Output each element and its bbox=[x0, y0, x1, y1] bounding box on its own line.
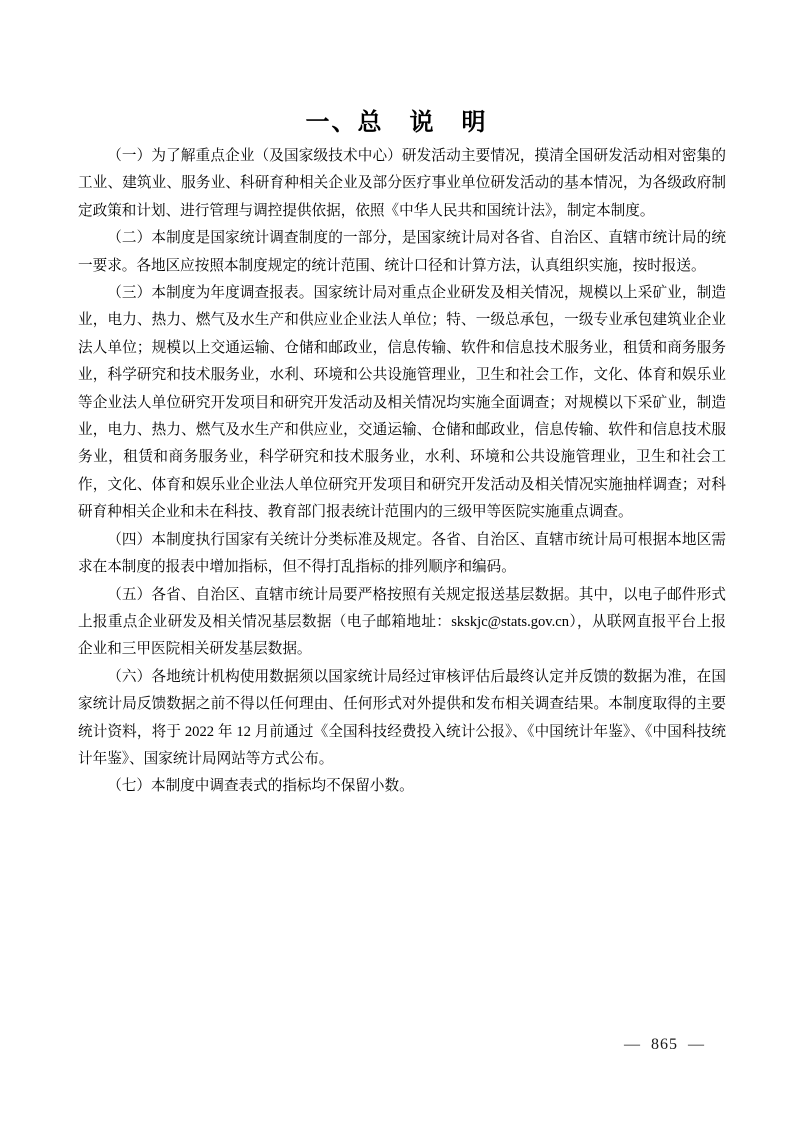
paragraph-3: （三）本制度为年度调查报表。国家统计局对重点企业研发及相关情况，规模以上采矿业，制造业，电力、热力、燃气及水生产和供应业企业法人单位；特、一级总承包，一级专业承包建筑业企业法人单位；规模以上交通运输、仓储和邮政业，信息传输、软件和信息技术服务业，租赁和商务服务业，科学研究和技术服务业，水利、环境和公共设施管理业，卫生和社会工作，文化、体育和娱乐业等企业法人单位研究开发项目和研究开发活动及相关情况均实施全面调查；对规模以下采矿业，制造业，电力、热力、燃气及水生产和供应业，交通运输、仓储和邮政业，信息传输、软件和信息技术服务业，租赁和商务服务业，科学研究和技术服务业，水利、环境和公共设施管理业，卫生和社会工作，文化、体育和娱乐业企业法人单位研究开发项目和研究开发活动及相关情况实施抽样调查；对科研育种相关企业和未在科技、教育部门报表统计范围内的三级甲等医院实施重点调查。 bbox=[78, 285, 726, 521]
page-number: — 865 — bbox=[624, 1036, 705, 1053]
paragraph-4: （四）本制度执行国家有关统计分类标准及规定。各省、自治区、直辖市统计局可根据本地区需求在本制度的报表中增加指标，但不得打乱指标的排列顺序和编码。 bbox=[78, 531, 726, 576]
paragraph-7: （七）本制度中调查表式的指标均不保留小数。 bbox=[107, 778, 414, 795]
page-title: 一、总 说 明 bbox=[305, 110, 488, 137]
paragraph-1: （一）为了解重点企业（及国家级技术中心）研发活动主要情况，摸清全国研发活动相对密集的工业、建筑业、服务业、科研育种相关企业及部分医疗事业单位研发活动的基本情况，为各级政府制定政策和计划、进行管理与调控提供依据，依照《中华人民共和国统计法》，制定本制度。 bbox=[78, 148, 726, 219]
paragraph-6: （六）各地统计机构使用数据须以国家统计局经过审核评估后最终认定并反馈的数据为准，在国家统计局反馈数据之前不得以任何理由、任何形式对外提供和发布相关调查结果。本制度取得的主要统计资料，将于 2022 年 12 月前通过《全国科技经费投入统计公报》、《中国统计年鉴》、《中国科技统计年鉴》、国家统计局网站等方式公布。 bbox=[78, 668, 726, 767]
paragraph-5: （五）各省、自治区、直辖市统计局要严格按照有关规定报送基层数据。其中，以电子邮件形式上报重点企业研发及相关情况基层数据（电子邮箱地址：skskjc@stats.gov.cn），从联网直报平台上报企业和三甲医院相关研发基层数据。 bbox=[78, 586, 726, 658]
paragraph-2: （二）本制度是国家统计调查制度的一部分，是国家统计局对各省、自治区、直辖市统计局的统一要求。各地区应按照本制度规定的统计范围、统计口径和计算方法，认真组织实施，按时报送。 bbox=[78, 230, 726, 274]
document-body bbox=[78, 143, 726, 801]
